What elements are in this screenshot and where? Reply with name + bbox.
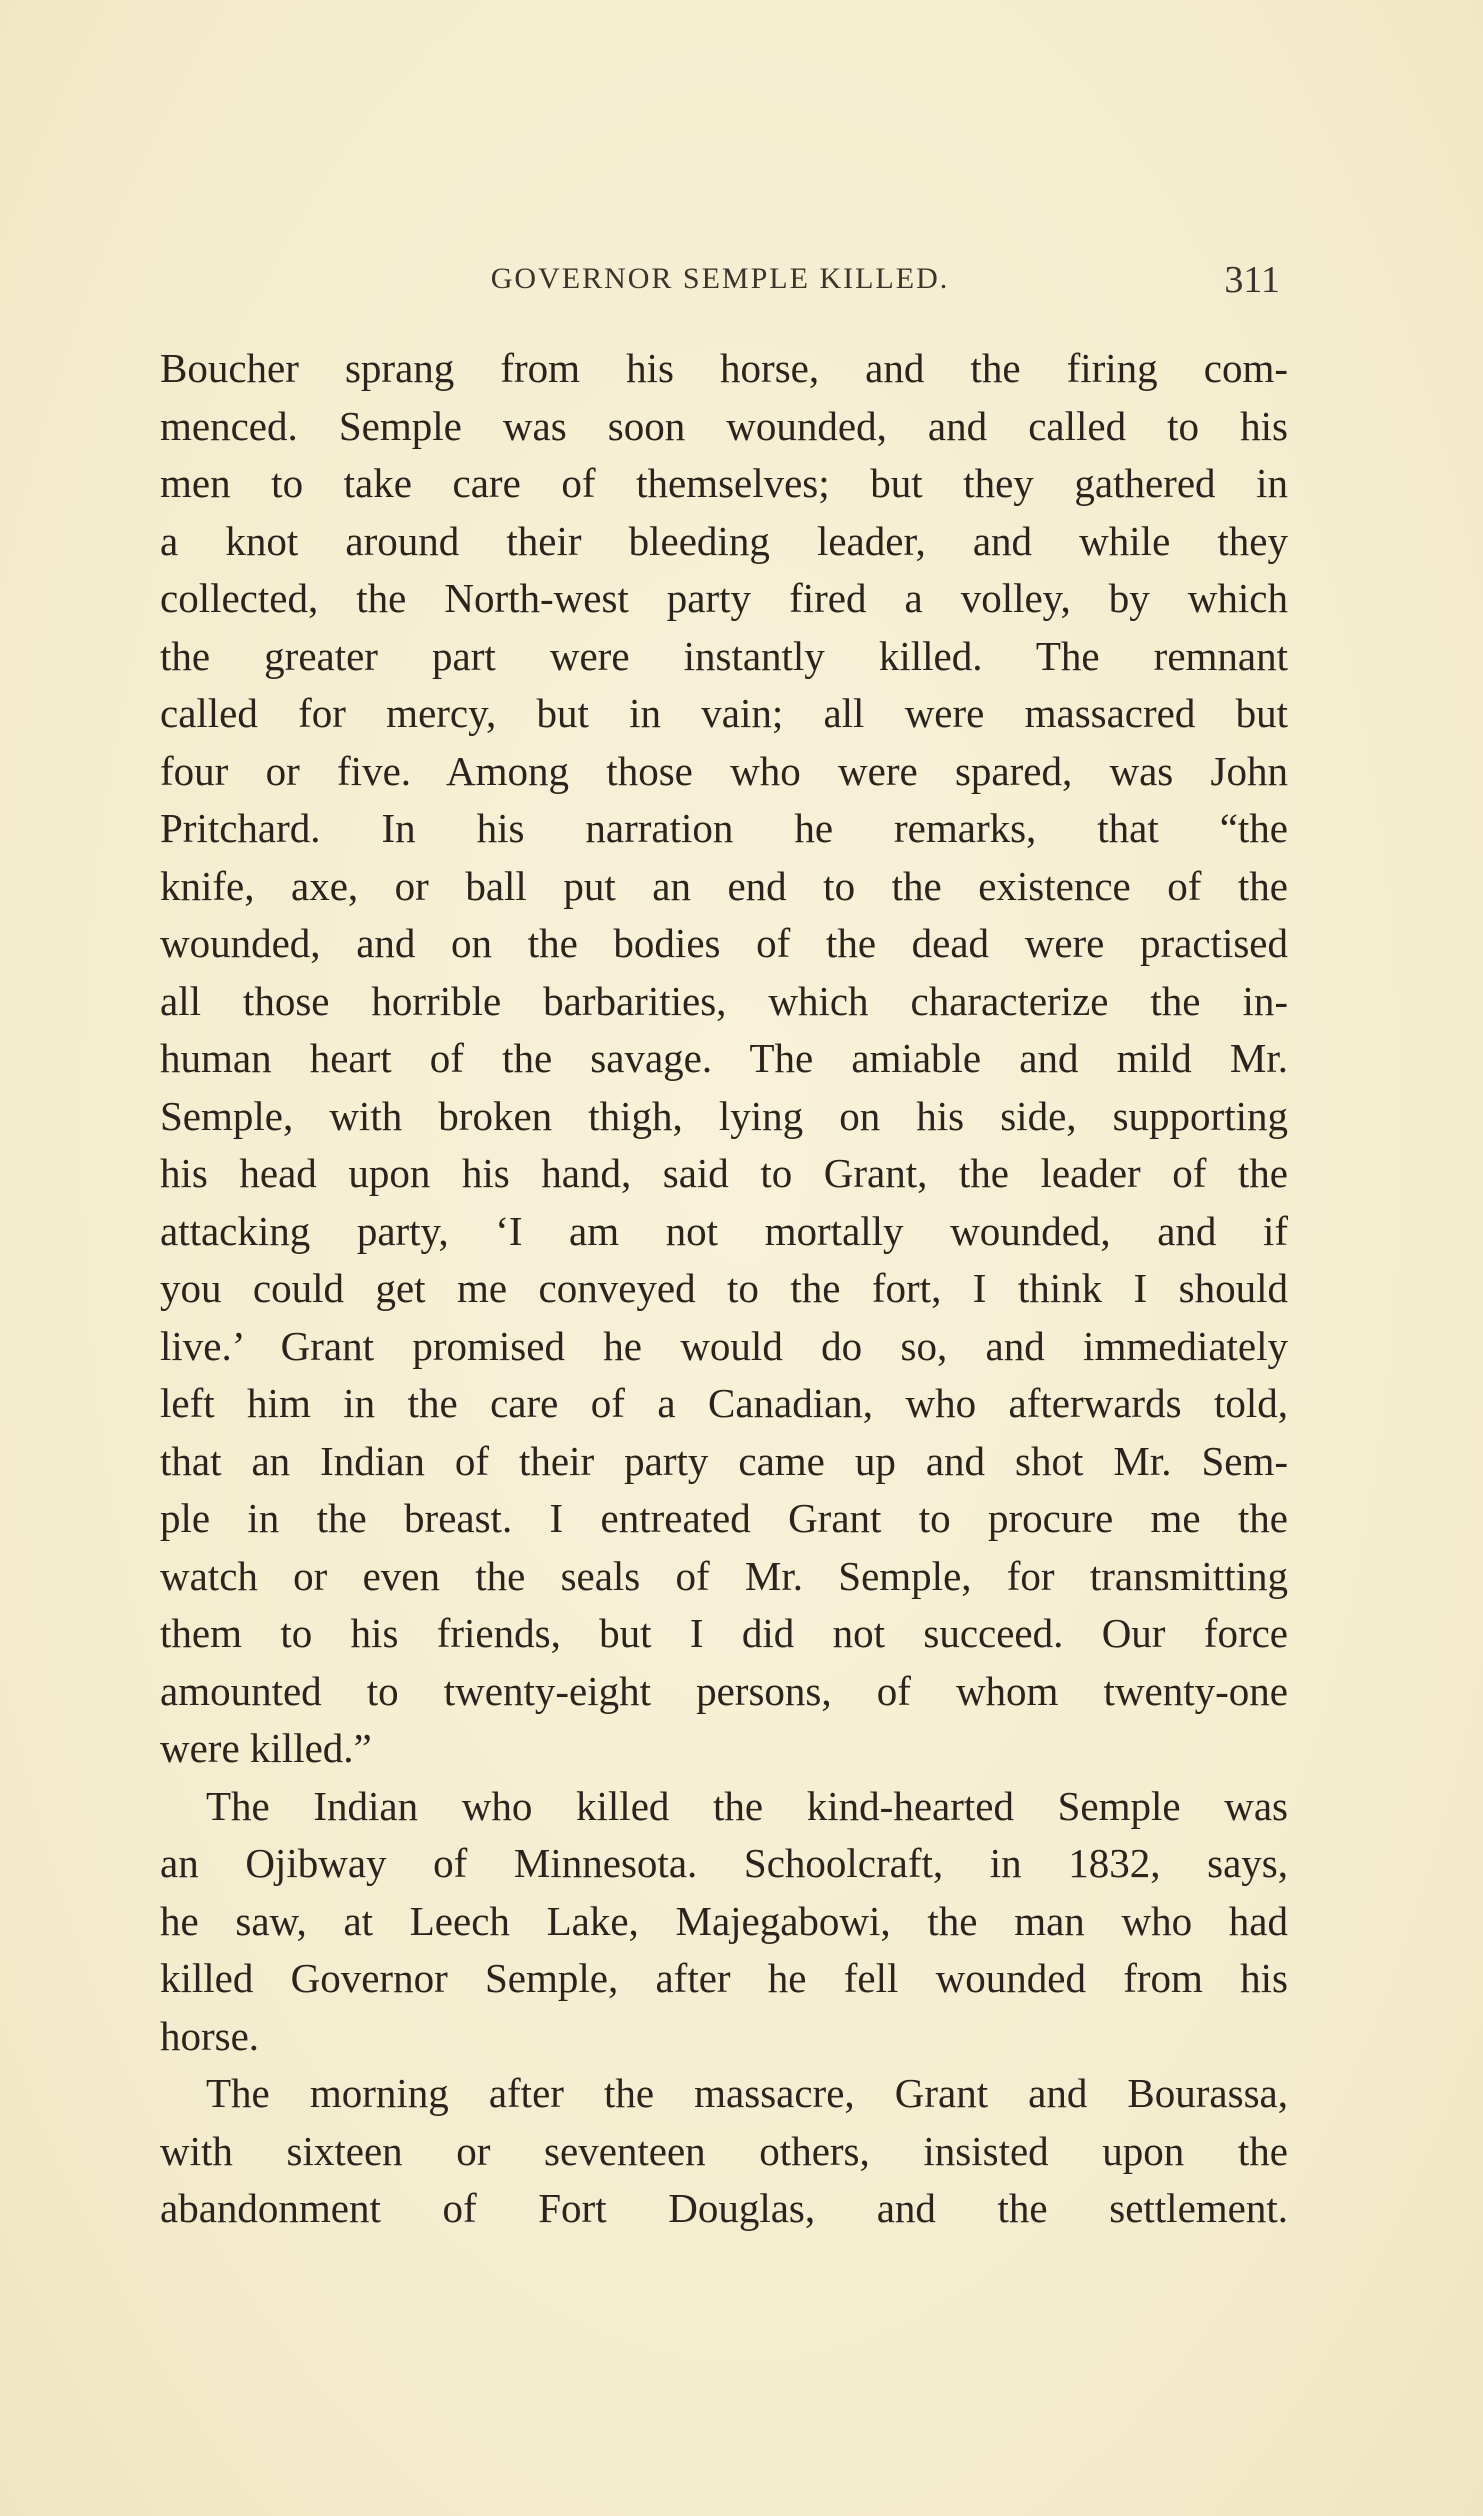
text-line: the greater part were instantly killed. The remnant bbox=[160, 632, 1288, 679]
text-line: The Indian who killed the kind-hearted Semple was bbox=[206, 1782, 1288, 1829]
text-line: were killed.” bbox=[160, 1725, 372, 1771]
text-line: amounted to twenty-eight persons, of whom twenty-one bbox=[160, 1667, 1288, 1714]
text-line: you could get me conveyed to the fort, I think I should bbox=[160, 1265, 1288, 1311]
text-line: abandonment of Fort Douglas, and the settlement. bbox=[160, 2185, 1288, 2231]
body-text bbox=[160, 340, 1288, 2238]
text-line: Boucher sprang from his horse, and the firing com- bbox=[160, 345, 1288, 391]
text-line: attacking party, ‘I am not mortally wounded, and if bbox=[160, 1207, 1288, 1254]
text-line: watch or even the seals of Mr. Semple, for transmitting bbox=[160, 1552, 1288, 1599]
text-line: collected, the North-west party fired a volley, by which bbox=[160, 575, 1288, 621]
text-line: human heart of the savage. The amiable and mild Mr. bbox=[160, 1035, 1288, 1081]
text-line: left him in the care of a Canadian, who afterwards told, bbox=[160, 1380, 1288, 1426]
page-number: 311 bbox=[1224, 259, 1280, 301]
text-line: called for mercy, but in vain; all were massacred but bbox=[160, 690, 1288, 736]
text-line: that an Indian of their party came up and shot Mr. Sem- bbox=[160, 1437, 1288, 1484]
text-line: wounded, and on the bodies of the dead were practised bbox=[160, 920, 1288, 966]
text-line: horse. bbox=[160, 2012, 260, 2059]
text-line: an Ojibway of Minnesota. Schoolcraft, in 1832, says, bbox=[160, 1840, 1288, 1886]
text-line: a knot around their bleeding leader, and while they bbox=[160, 517, 1288, 564]
running-title: GOVERNOR SEMPLE KILLED. bbox=[490, 262, 950, 295]
text-line: killed Governor Semple, after he fell wounded from his bbox=[160, 1955, 1288, 2001]
text-line: four or five. Among those who were spared, was John bbox=[160, 747, 1288, 794]
text-line: all those horrible barbarities, which characterize the in- bbox=[160, 977, 1288, 1024]
text-line: his head upon his hand, said to Grant, the leader of the bbox=[160, 1150, 1288, 1196]
text-line: he saw, at Leech Lake, Majegabowi, the man who had bbox=[160, 1897, 1288, 1944]
text-line: with sixteen or seventeen others, insisted upon the bbox=[160, 2127, 1288, 2174]
text-line: men to take care of themselves; but they gathered in bbox=[160, 460, 1288, 506]
text-line: ple in the breast. I entreated Grant to procure me the bbox=[160, 1495, 1288, 1541]
running-head bbox=[160, 259, 1280, 312]
text-line: knife, axe, or ball put an end to the existence of the bbox=[160, 862, 1288, 909]
text-line: menced. Semple was soon wounded, and called to his bbox=[160, 402, 1288, 449]
text-line: Semple, with broken thigh, lying on his side, supporting bbox=[160, 1092, 1288, 1139]
text-line: live.’ Grant promised he would do so, and immediately bbox=[160, 1322, 1288, 1369]
text-line: The morning after the massacre, Grant and Bourassa, bbox=[206, 2070, 1288, 2116]
text-line: Pritchard. In his narration he remarks, that “the bbox=[160, 805, 1288, 851]
text-line: them to his friends, but I did not succeed. Our force bbox=[160, 1610, 1288, 1656]
